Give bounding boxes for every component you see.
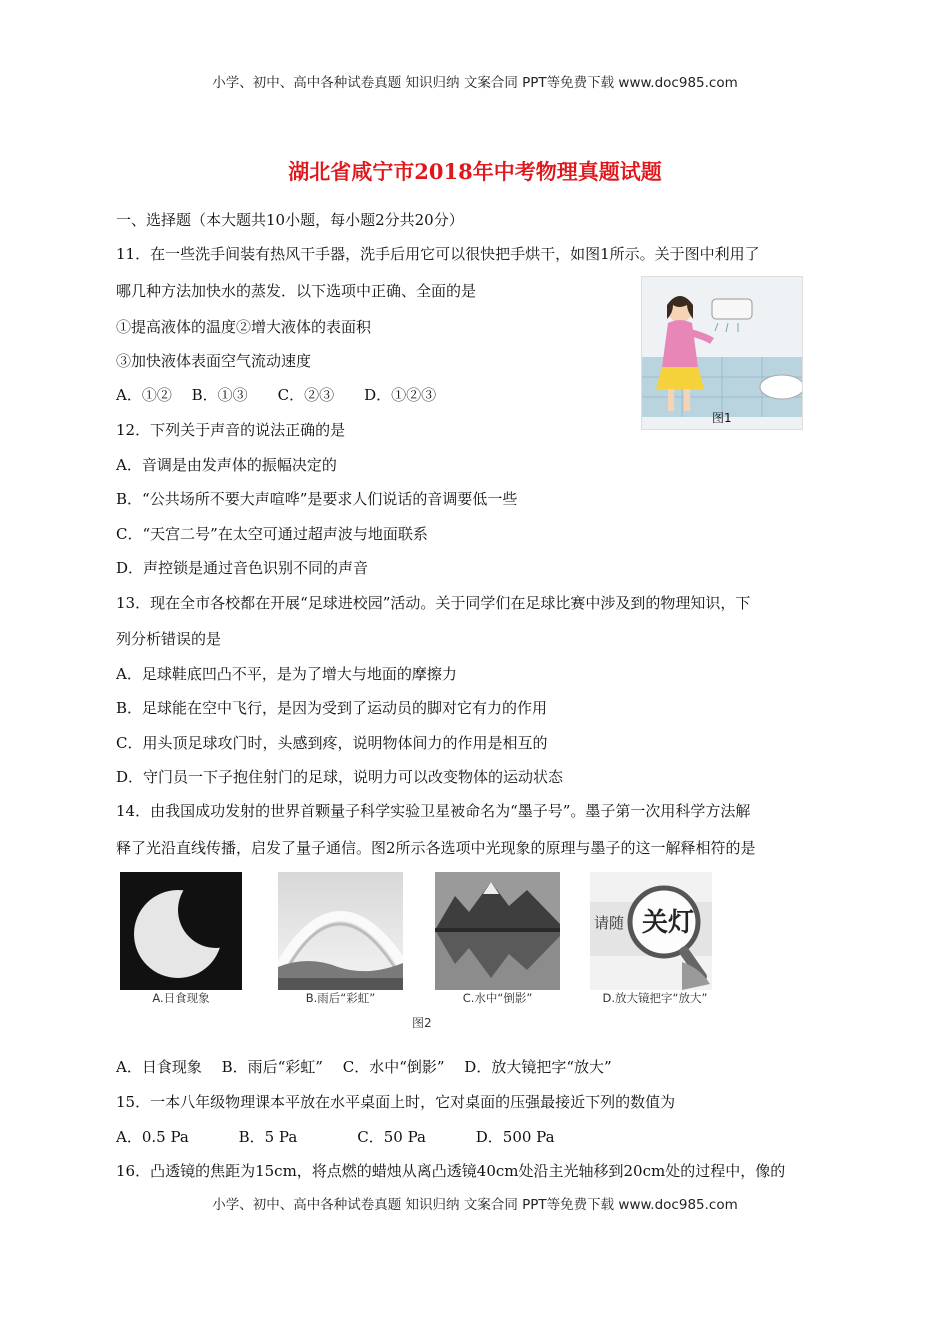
figure-2a-caption: A.日食现象 bbox=[152, 991, 210, 1005]
q11-statement-2: ③加快液体表面空气流动速度 bbox=[116, 352, 312, 370]
q15-stem: 15．一本八年级物理课本平放在水平桌面上时，它对桌面的压强最接近下列的数值为 bbox=[116, 1093, 676, 1111]
figure-2a-solar-eclipse bbox=[120, 872, 242, 990]
q12-option-c: C．“天宫二号”在太空可通过超声波与地面联系 bbox=[116, 525, 428, 543]
figure-1-label: 图1 bbox=[712, 411, 732, 425]
magnifier-sign-small-text: 请随 bbox=[594, 914, 625, 932]
q15-options: A．0.5 Pa B．5 Pa C．50 Pa D．500 Pa bbox=[116, 1128, 555, 1146]
q13-option-d: D．守门员一下子抱住射门的足球，说明力可以改变物体的运动状态 bbox=[116, 768, 564, 786]
page-header: 小学、初中、高中各种试卷真题 知识归纳 文案合同 PPT等免费下载 www.doc985.com bbox=[212, 75, 738, 91]
figure-2d-caption: D.放大镜把字“放大” bbox=[602, 991, 708, 1005]
q16-stem-line1: 16．凸透镜的焦距为15cm，将点燃的蜡烛从离凸透镜40cm处沿主光轴移到20cm处的过程中，像的 bbox=[116, 1162, 786, 1180]
q12-option-d: D．声控锁是通过音色识别不同的声音 bbox=[116, 559, 369, 577]
q11-statement-1: ①提高液体的温度②增大液体的表面积 bbox=[116, 318, 372, 336]
q13-stem-line1: 13．现在全市各校都在开展“足球进校园”活动。关于同学们在足球比赛中涉及到的物理知识，下 bbox=[116, 594, 751, 612]
q13-option-c: C．用头顶足球攻门时，头感到疼，说明物体间力的作用是相互的 bbox=[116, 734, 548, 752]
magnifier-sign-big-text: 关灯 bbox=[642, 908, 695, 938]
q14-options: A．日食现象 B．雨后“彩虹” C．水中“倒影” D．放大镜把字“放大” bbox=[116, 1058, 612, 1076]
q12-stem: 12．下列关于声音的说法正确的是 bbox=[116, 421, 346, 439]
q11-stem-line2: 哪几种方法加快水的蒸发．以下选项中正确、全面的是 bbox=[116, 282, 477, 300]
q13-option-b: B．足球能在空中飞行，是因为受到了运动员的脚对它有力的作用 bbox=[116, 699, 548, 717]
q14-stem-line2: 释了光沿直线传播，启发了量子通信。图2所示各选项中光现象的原理与墨子的这一解释相符的是 bbox=[116, 839, 756, 857]
section-heading: 一、选择题（本大题共10小题，每小题2分共20分） bbox=[116, 211, 464, 229]
figure-2c-water-reflection bbox=[435, 872, 560, 990]
figure-2b-rainbow bbox=[278, 872, 403, 990]
q11-stem-line1: 11．在一些洗手间装有热风干手器，洗手后用它可以很快把手烘干，如图1所示。关于图中利用了 bbox=[116, 245, 760, 263]
hand-dryer-illustration bbox=[642, 277, 802, 429]
figure-2b-caption: B.雨后“彩虹” bbox=[305, 991, 376, 1005]
q13-stem-line2: 列分析错误的是 bbox=[116, 630, 222, 648]
q13-option-a: A．足球鞋底凹凸不平，是为了增大与地面的摩擦力 bbox=[116, 665, 457, 683]
q12-option-b: B．“公共场所不要大声喧哗”是要求人们说话的音调要低一些 bbox=[116, 490, 518, 508]
q12-option-a: A．音调是由发声体的振幅决定的 bbox=[116, 456, 337, 474]
figure-2c-caption: C.水中“倒影” bbox=[462, 991, 533, 1005]
figure-2d-magnifier bbox=[590, 872, 712, 990]
figure-1-hand-dryer bbox=[641, 276, 803, 430]
q11-options: A．①② B．①③ C．②③ D．①②③ bbox=[116, 386, 437, 404]
figure-2-label: 图2 bbox=[412, 1016, 432, 1030]
page-title: 湖北省咸宁市2018年中考物理真题试题 bbox=[288, 159, 662, 184]
q14-stem-line1: 14．由我国成功发射的世界首颗量子科学实验卫星被命名为“墨子号”。墨子第一次用科学方法解 bbox=[116, 802, 751, 820]
page-footer: 小学、初中、高中各种试卷真题 知识归纳 文案合同 PPT等免费下载 www.doc985.com bbox=[212, 1197, 738, 1213]
